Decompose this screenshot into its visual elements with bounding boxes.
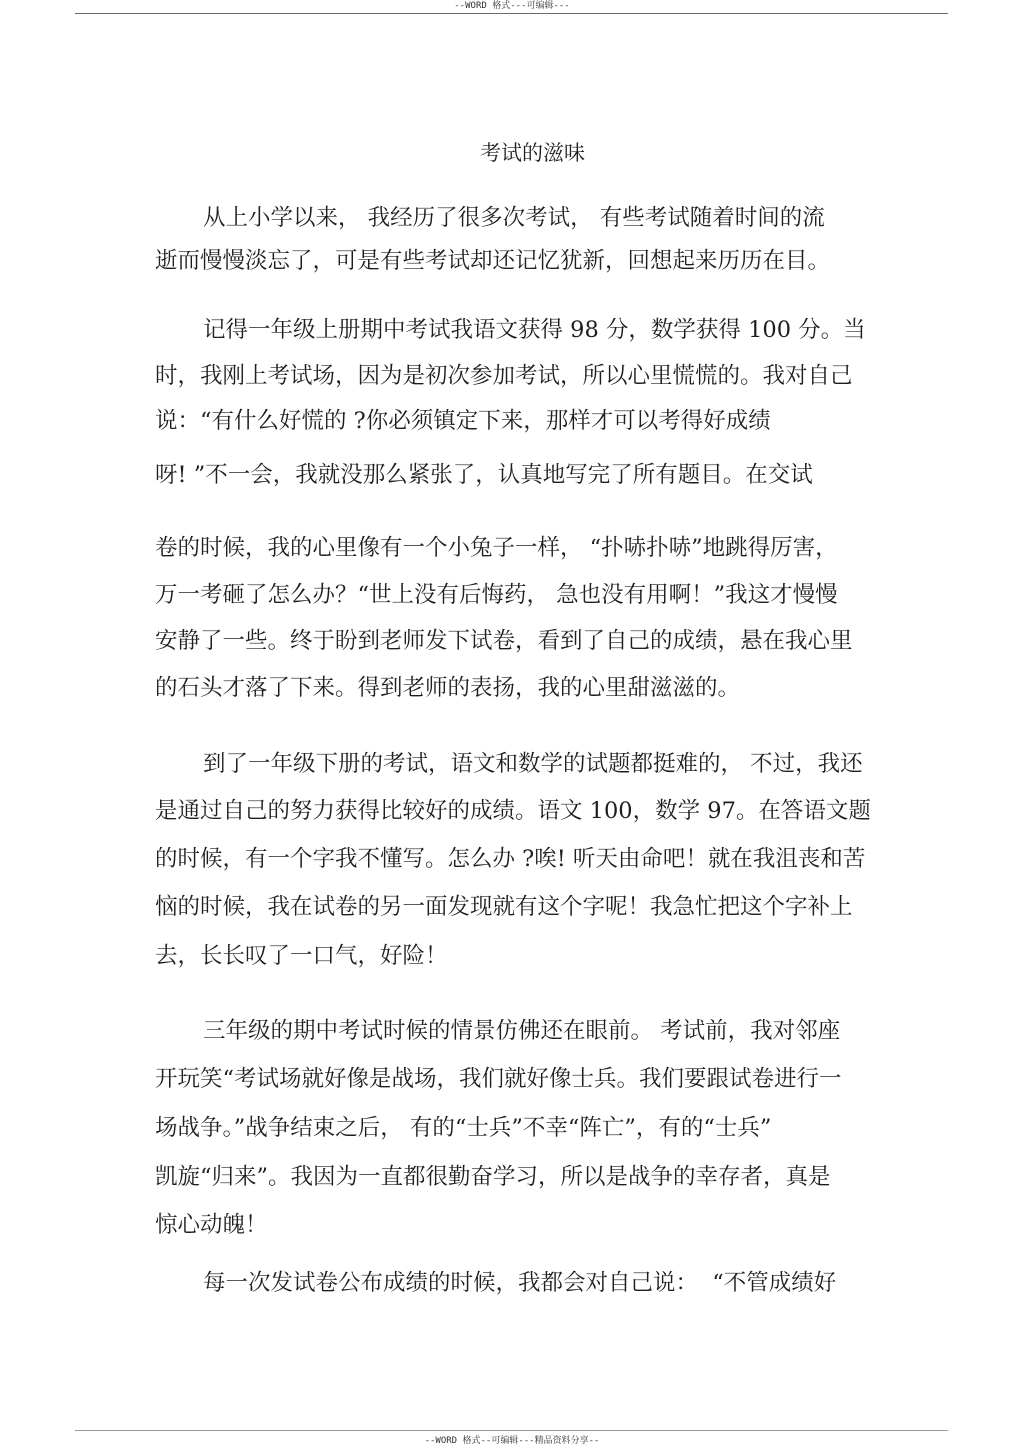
paragraph-line: 呀! ”不一会，我就没那么紧张了，认真地写完了所有题目。在交试 bbox=[155, 462, 813, 488]
paragraph-line: 开玩笑“考试场就好像是战场，我们就好像士兵。我们要跟试卷进行一 bbox=[155, 1066, 842, 1092]
paragraph-line: 从上小学以来， 我经历了很多次考试， 有些考试随着时间的流 bbox=[203, 205, 825, 231]
paragraph-line: 惊心动魄！ bbox=[155, 1212, 268, 1238]
paragraph-line: 恼的时候，我在试卷的另一面发现就有这个字呢！我急忙把这个字补上 bbox=[155, 894, 853, 920]
page-header-text: --WORD 格式---可编辑--- bbox=[454, 1, 570, 11]
header-divider bbox=[75, 13, 948, 14]
paragraph-line: 说：“有什么好慌的 ?你必须镇定下来，那样才可以考得好成绩 bbox=[155, 408, 771, 434]
paragraph-line: 万一考砸了怎么办？“世上没有后悔药， 急也没有用啊！”我这才慢慢 bbox=[155, 582, 838, 608]
page-footer-text: --WORD 格式--可编辑---精品资料分享-- bbox=[424, 1436, 600, 1446]
paragraph-line: 安静了一些。终于盼到老师发下试卷，看到了自己的成绩，悬在我心里 bbox=[155, 628, 853, 654]
paragraph-line: 是通过自己的努力获得比较好的成绩。语文 100，数学 97。在答语文题 bbox=[155, 798, 871, 824]
paragraph-line: 记得一年级上册期中考试我语文获得 98 分，数学获得 100 分。当 bbox=[203, 317, 866, 343]
paragraph-line: 时，我刚上考试场，因为是初次参加考试，所以心里慌慌的。我对自己 bbox=[155, 363, 853, 389]
paragraph-line: 去，长长叹了一口气，好险！ bbox=[155, 943, 448, 969]
paragraph-line: 的石头才落了下来。得到老师的表扬，我的心里甜滋滋的。 bbox=[155, 675, 741, 701]
document-title: 考试的滋味 bbox=[480, 141, 585, 165]
paragraph-line: 的时候，有一个字我不懂写。怎么办 ?唉! 听天由命吧！就在我沮丧和苦 bbox=[155, 846, 866, 872]
paragraph-line: 卷的时候，我的心里像有一个小兔子一样， “扑哧扑哧”地跳得厉害， bbox=[155, 535, 838, 561]
paragraph-line: 每一次发试卷公布成绩的时候，我都会对自己说： “不管成绩好 bbox=[203, 1270, 837, 1296]
paragraph-line: 场战争。”战争结束之后， 有的“士兵”不幸“阵亡”，有的“士兵” bbox=[155, 1115, 772, 1141]
footer-divider bbox=[75, 1430, 948, 1431]
paragraph-line: 到了一年级下册的考试，语文和数学的试题都挺难的， 不过，我还 bbox=[203, 751, 863, 777]
paragraph-line: 三年级的期中考试时候的情景仿佛还在眼前。 考试前，我对邻座 bbox=[203, 1018, 841, 1044]
paragraph-line: 凯旋“归来”。我因为一直都很勤奋学习，所以是战争的幸存者，真是 bbox=[155, 1164, 831, 1190]
paragraph-line: 逝而慢慢淡忘了，可是有些考试却还记忆犹新，回想起来历历在目。 bbox=[155, 248, 831, 274]
